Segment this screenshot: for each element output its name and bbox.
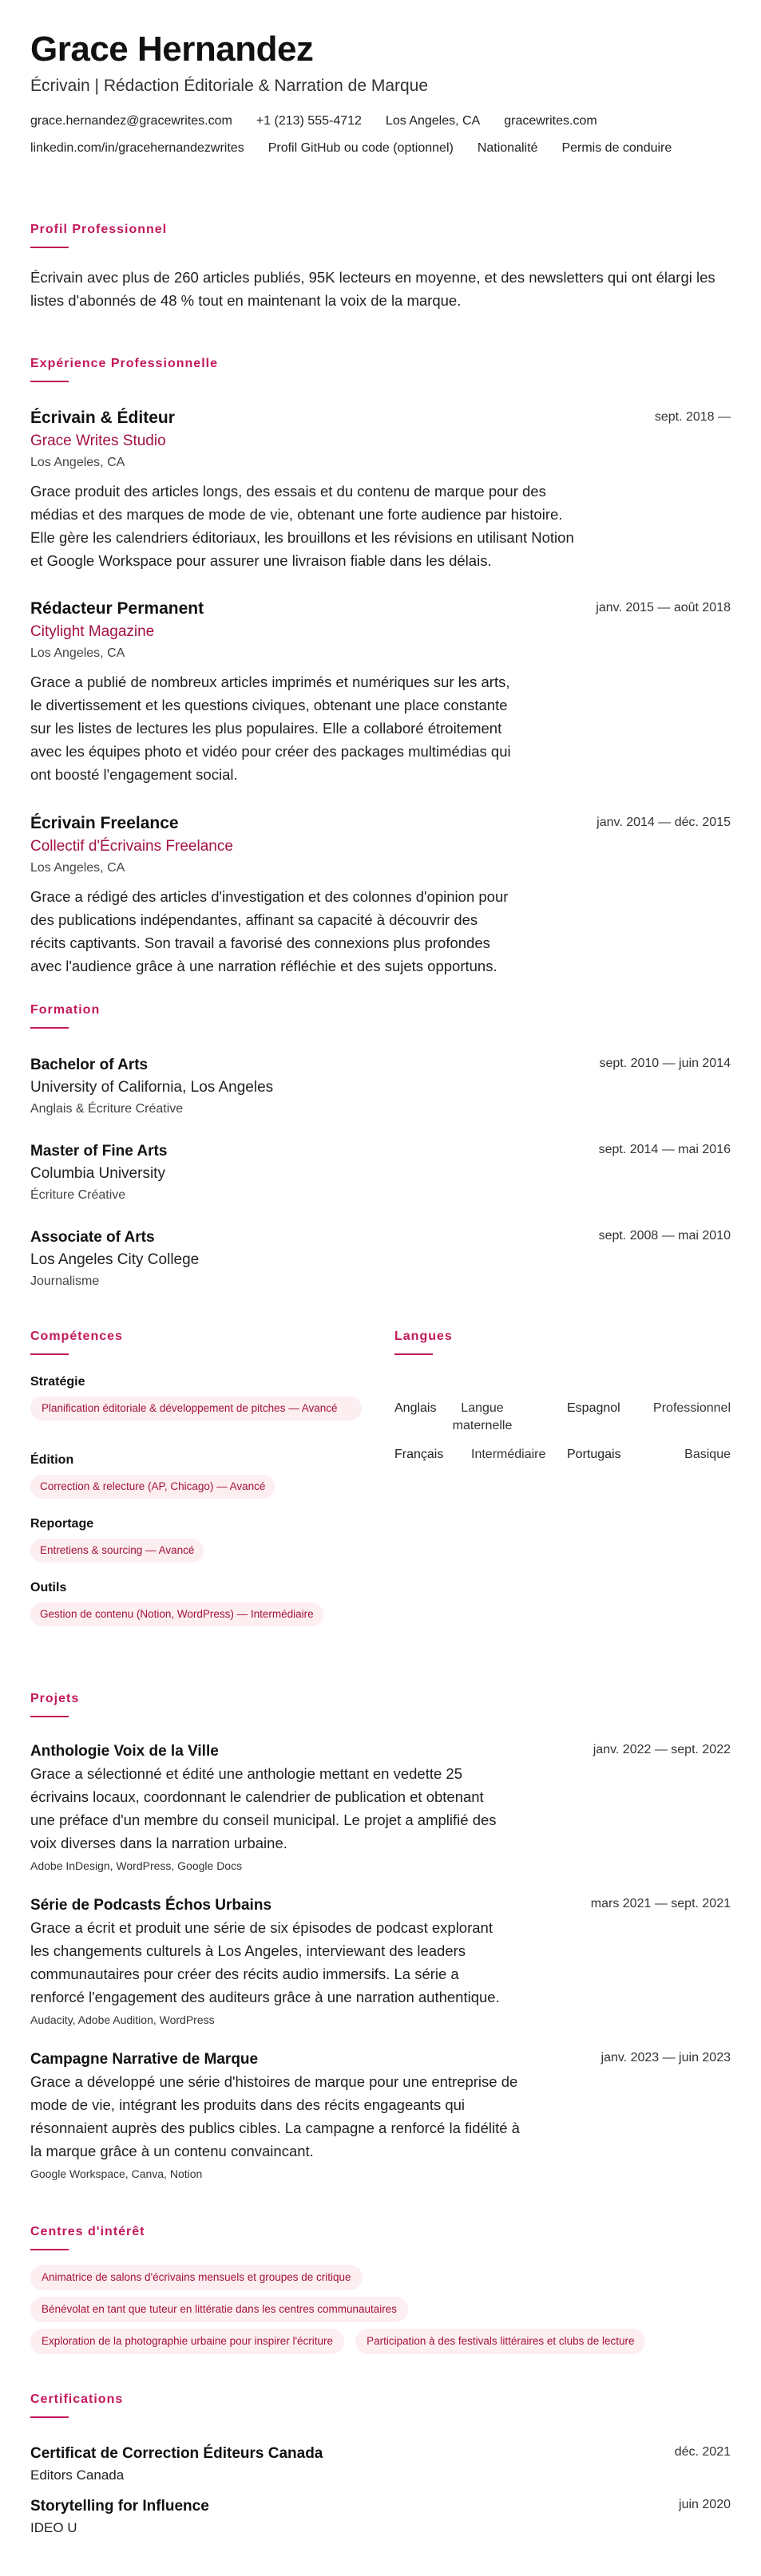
skill-chip: Planification éditoriale & développement de pitches — Avancé: [30, 1397, 362, 1420]
desc-line: Grace produit des articles longs, des essais et du contenu de marque pour des: [30, 483, 546, 500]
project-entry: [30, 2049, 731, 2182]
language-name: Portugais: [567, 1448, 621, 1461]
desc-line: ont boosté l'engagement social.: [30, 766, 238, 783]
skill-chip: Gestion de contenu (Notion, WordPress) — Intermédiaire: [30, 1602, 323, 1626]
section-title-profile: Profil Professionnel: [30, 223, 168, 236]
project-description: [30, 1762, 731, 1855]
desc-line: renforcé l'engagement des auditeurs grâce à une narration authentique.: [30, 1989, 500, 2005]
skill-group: [30, 1580, 374, 1626]
experience-date: sept. 2018 —: [654, 410, 731, 424]
languages-list: [394, 1400, 731, 1464]
experience-title: Rédacteur Permanent: [30, 599, 204, 618]
contact-phone[interactable]: +1 (213) 555-4712: [256, 114, 362, 128]
desc-line: le divertissement et les questions civiques, obtenant une place constante: [30, 697, 508, 713]
education-degree: Associate of Arts: [30, 1229, 155, 1246]
certification-org: Editors Canada: [30, 2467, 125, 2483]
desc-line: voix diverses dans la narration urbaine.: [30, 1835, 287, 1851]
desc-line: Grace a publié de nombreux articles imprimés et numériques sur les arts,: [30, 674, 510, 690]
skill-group-title: Reportage: [30, 1517, 94, 1531]
education-school: Columbia University: [30, 1165, 165, 1182]
desc-line: la marque grâce à un contenu convaincant.: [30, 2143, 314, 2159]
education-school: University of California, Los Angeles: [30, 1079, 274, 1096]
languages-section: [394, 1329, 731, 1355]
contact-email[interactable]: grace.hernandez@gracewrites.com: [30, 114, 232, 128]
experience-description: [30, 885, 731, 978]
section-title-skills: Compétences: [30, 1329, 123, 1343]
education-date: sept. 2008 — mai 2010: [598, 1229, 731, 1243]
project-title: Campagne Narrative de Marque: [30, 2051, 259, 2068]
project-title: Anthologie Voix de la Ville: [30, 1743, 219, 1760]
project-tools: Audacity, Adobe Audition, WordPress: [30, 2013, 215, 2026]
desc-line: une préface d'un membre du conseil municipal. Le projet a amplifié des: [30, 1811, 497, 1828]
interest-chip: Exploration de la photographie urbaine pour inspirer l'écriture: [30, 2329, 344, 2354]
project-date: janv. 2022 — sept. 2022: [593, 1743, 731, 1756]
contact-list: [30, 113, 717, 156]
experience-entry: [30, 407, 731, 572]
section-title-projects: Projets: [30, 1692, 80, 1705]
desc-line: récits captivants. Son travail a favorisé des connexions plus profondes: [30, 934, 490, 951]
project-entry: [30, 1741, 731, 1874]
desc-line: Grace a écrit et produit une série de six épisodes de podcast explorant: [30, 1919, 493, 1936]
language-name: Espagnol: [567, 1401, 620, 1415]
certification-date: juin 2020: [679, 2498, 731, 2511]
education-degree: Bachelor of Arts: [30, 1057, 149, 1073]
section-rule: [30, 2249, 69, 2250]
section-title-languages: Langues: [394, 1329, 453, 1343]
education-degree: Master of Fine Arts: [30, 1143, 168, 1160]
education-school: Los Angeles City College: [30, 1251, 200, 1268]
section-rule: [30, 381, 69, 382]
project-tools: Google Workspace, Canva, Notion: [30, 2167, 203, 2180]
desc-line: Elle gère les calendriers éditoriaux, les brouillons et les révisions en utilisant Notion: [30, 529, 574, 546]
skill-group: [30, 1516, 374, 1563]
section-rule: [30, 1353, 69, 1355]
desc-line: Grace a développé une série d'histoires de marque pour une entreprise de: [30, 2073, 518, 2090]
project-entry: [30, 1895, 731, 2028]
certification-org: IDEO U: [30, 2520, 77, 2535]
section-rule: [30, 247, 69, 248]
skill-chip: Entretiens & sourcing — Avancé: [30, 1539, 204, 1563]
interests-list: [30, 2265, 731, 2354]
profile-text: Écrivain avec plus de 260 articles publiés, 95K lecteurs en moyenne, et des newsletters qui ont élargi les listes d'abonnés de 48 % tout en maintenant la voix de la marque.: [30, 269, 715, 309]
project-date: mars 2021 — sept. 2021: [590, 1897, 731, 1910]
interest-chip: Animatrice de salons d'écrivains mensuels et groupes de critique: [30, 2265, 363, 2290]
language-level: Professionnel: [653, 1401, 731, 1415]
desc-line: avec les équipes photo et vidéo pour créer des packages multimédias qui: [30, 743, 511, 760]
education-field: Journalisme: [30, 1274, 100, 1288]
section-rule: [30, 2416, 69, 2418]
skill-group-title: Édition: [30, 1453, 74, 1467]
project-title: Série de Podcasts Échos Urbains: [30, 1897, 272, 1914]
contact-linkedin[interactable]: linkedin.com/in/gracehernandezwrites: [30, 141, 244, 155]
education-date: sept. 2010 — juin 2014: [599, 1057, 731, 1070]
experience-section: [30, 356, 731, 382]
skill-group-title: Outils: [30, 1581, 67, 1594]
desc-line: Grace a sélectionné et édité une anthologie mettant en vedette 25: [30, 1765, 462, 1782]
interests-section: [30, 2224, 731, 2250]
experience-entry: [30, 812, 731, 978]
certification-date: déc. 2021: [674, 2445, 731, 2459]
contact-github[interactable]: Profil GitHub ou code (optionnel): [268, 141, 454, 155]
skill-group: [30, 1452, 374, 1499]
education-entry: [30, 1055, 731, 1118]
language-level: Basique: [684, 1448, 731, 1461]
certification-entry: [30, 2496, 731, 2538]
contact-location: Los Angeles, CA: [385, 114, 481, 128]
experience-location: Los Angeles, CA: [30, 456, 125, 469]
contact-license: Permis de conduire: [561, 141, 672, 155]
section-rule: [394, 1353, 433, 1355]
contact-website[interactable]: gracewrites.com: [504, 114, 597, 128]
language-level: Langue maternelle: [452, 1401, 513, 1432]
skill-group-title: Stratégie: [30, 1375, 85, 1389]
profile-section: [30, 222, 731, 312]
section-rule: [30, 1027, 69, 1029]
desc-line: mode de vie, intégrant les produits dans des récits engageants qui: [30, 2096, 466, 2113]
language-level: Intermédiaire: [471, 1448, 546, 1461]
experience-company: Grace Writes Studio: [30, 433, 166, 449]
education-section: [30, 1002, 731, 1029]
education-field: Écriture Créative: [30, 1188, 126, 1202]
desc-line: et Google Workspace pour assurer une livraison fiable dans les délais.: [30, 552, 492, 569]
project-description: [30, 2070, 731, 2163]
experience-description: [30, 480, 731, 572]
desc-line: médias et des marques de mode de vie, obtenant une forte audience par histoire.: [30, 506, 563, 523]
certification-title: Storytelling for Influence: [30, 2498, 209, 2515]
desc-line: Grace a rédigé des articles d'investigation et des colonnes d'opinion pour: [30, 888, 509, 905]
certification-entry: [30, 2444, 731, 2485]
education-entry: [30, 1227, 731, 1290]
section-rule: [30, 1716, 69, 1717]
experience-title: Écrivain & Éditeur: [30, 409, 175, 427]
project-date: janv. 2023 — juin 2023: [600, 2051, 731, 2064]
candidate-headline: Écrivain | Rédaction Éditoriale & Narration de Marque: [30, 77, 429, 95]
desc-line: les changements culturels à Los Angeles, interviewant des leaders: [30, 1942, 466, 1959]
desc-line: des publications indépendantes, affinant sa capacité à découvrir des: [30, 911, 478, 928]
experience-date: janv. 2014 — déc. 2015: [597, 816, 731, 829]
experience-entry: [30, 598, 731, 786]
experience-company: Collectif d'Écrivains Freelance: [30, 838, 233, 855]
language-name: Anglais: [394, 1401, 437, 1415]
education-field: Anglais & Écriture Créative: [30, 1102, 184, 1116]
experience-location: Los Angeles, CA: [30, 646, 125, 660]
skill-group: [30, 1374, 374, 1420]
desc-line: communautaires pour créer des récits audio immersifs. La série a: [30, 1966, 459, 1982]
desc-line: écrivains locaux, coordonnant le calendrier de publication et obtenant: [30, 1788, 484, 1805]
experience-description: [30, 670, 731, 786]
experience-company: Citylight Magazine: [30, 623, 155, 640]
desc-line: résonnaient auprès des publics cibles. La campagne a renforcé la fidélité à: [30, 2120, 520, 2136]
experience-date: janv. 2015 — août 2018: [596, 601, 731, 614]
section-title-certifications: Certifications: [30, 2392, 124, 2406]
experience-location: Los Angeles, CA: [30, 861, 125, 875]
interest-chip: Bénévolat en tant que tuteur en littératie dans les centres communautaires: [30, 2297, 408, 2322]
certification-title: Certificat de Correction Éditeurs Canada: [30, 2445, 323, 2462]
interest-chip: Participation à des festivals littéraires et clubs de lecture: [355, 2329, 645, 2354]
resume-header: [30, 29, 731, 156]
experience-title: Écrivain Freelance: [30, 814, 179, 832]
section-title-education: Formation: [30, 1003, 101, 1017]
project-description: [30, 1916, 731, 2009]
candidate-name: Grace Hernandez: [30, 30, 314, 69]
certifications-section: [30, 2392, 731, 2418]
section-title-interests: Centres d'intérêt: [30, 2225, 145, 2238]
skill-chip: Correction & relecture (AP, Chicago) — Avancé: [30, 1475, 275, 1499]
project-tools: Adobe InDesign, WordPress, Google Docs: [30, 1859, 243, 1872]
projects-section: [30, 1691, 731, 1717]
contact-nationality: Nationalité: [477, 141, 538, 155]
desc-line: sur les listes de lectures les plus populaires. Elle a collaboré étroitement: [30, 720, 502, 737]
section-title-experience: Expérience Professionnelle: [30, 357, 218, 370]
language-name: Français: [394, 1448, 444, 1461]
desc-line: avec l'audience grâce à une narration réfléchie et des sujets opportuns.: [30, 958, 497, 974]
skills-section: [30, 1329, 366, 1355]
education-entry: [30, 1141, 731, 1204]
education-date: sept. 2014 — mai 2016: [598, 1143, 731, 1156]
